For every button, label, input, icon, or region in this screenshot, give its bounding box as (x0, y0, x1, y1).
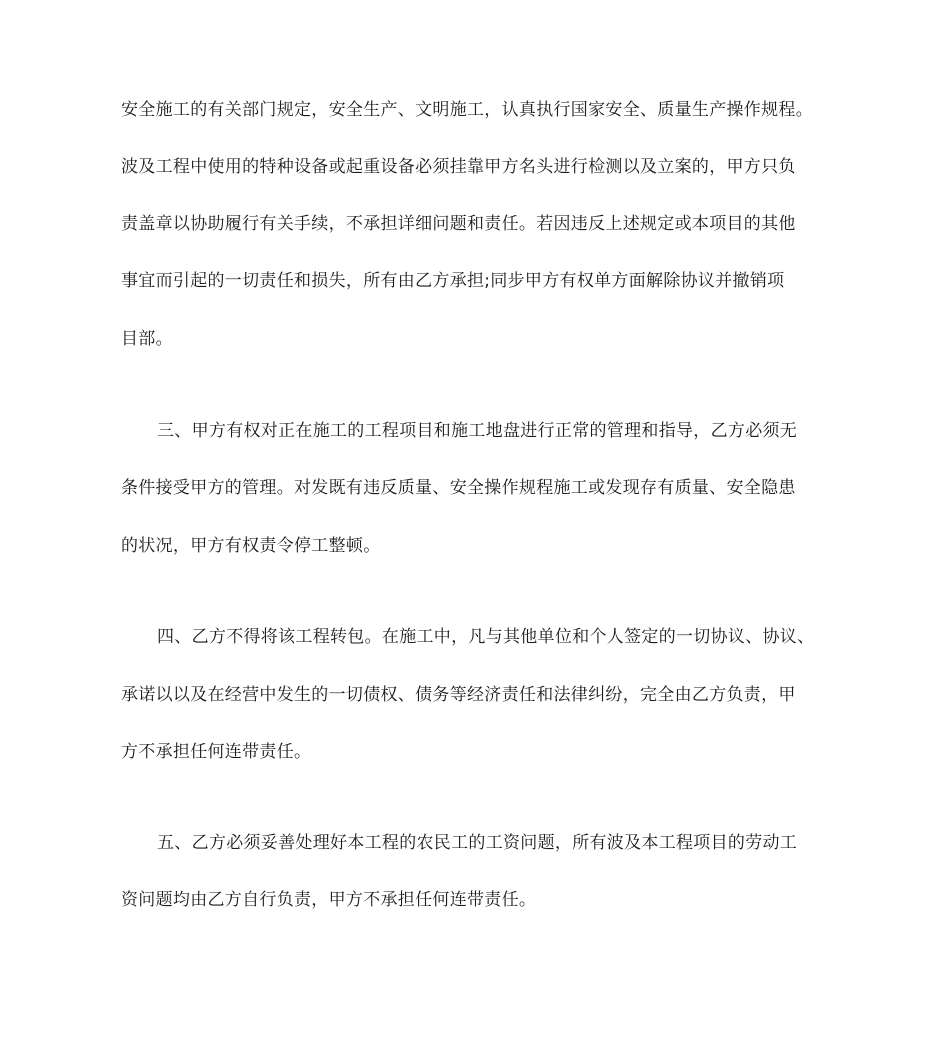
paragraph-3-line-3: 方不承担任何连带责任。 (121, 742, 312, 762)
paragraph-3-line-1: 四、乙方不得将该工程转包。在施工中，凡与其他单位和个人签定的一切协议、协议、 (157, 627, 815, 647)
paragraph-3-line-2: 承诺以以及在经营中发生的一切债权、债务等经济责任和法律纠纷，完全由乙方负责，甲 (121, 685, 796, 705)
paragraph-1-line-1: 安全施工的有关部门规定，安全生产、文明施工，认真执行国家安全、质量生产操作规程。 (121, 100, 813, 120)
paragraph-2-line-1: 三、甲方有权对正在施工的工程项目和施工地盘进行正常的管理和指导，乙方必须无 (157, 421, 798, 441)
paragraph-1-line-2: 波及工程中使用的特种设备或起重设备必须挂靠甲方名头进行检测以及立案的，甲方只负 (121, 157, 796, 177)
paragraph-4-line-1: 五、乙方必须妥善处理好本工程的农民工的工资问题，所有波及本工程项目的劳动工 (157, 833, 798, 853)
paragraph-1-line-3: 责盖章以协助履行有关手续，不承担详细问题和责任。若因违反上述规定或本项目的其他 (121, 214, 796, 234)
paragraph-1-line-4: 事宜而引起的一切责任和损失，所有由乙方承担;同步甲方有权单方面解除协议并撤销项 (121, 271, 785, 291)
paragraph-1-line-5: 目部。 (121, 329, 173, 349)
paragraph-2-line-3: 的状况，甲方有权责令停工整顿。 (121, 536, 381, 556)
paragraph-4-line-2: 资问题均由乙方自行负责，甲方不承担任何连带责任。 (121, 890, 537, 910)
paragraph-2-line-2: 条件接受甲方的管理。对发既有违反质量、安全操作规程施工或发现存有质量、安全隐患 (121, 478, 796, 498)
